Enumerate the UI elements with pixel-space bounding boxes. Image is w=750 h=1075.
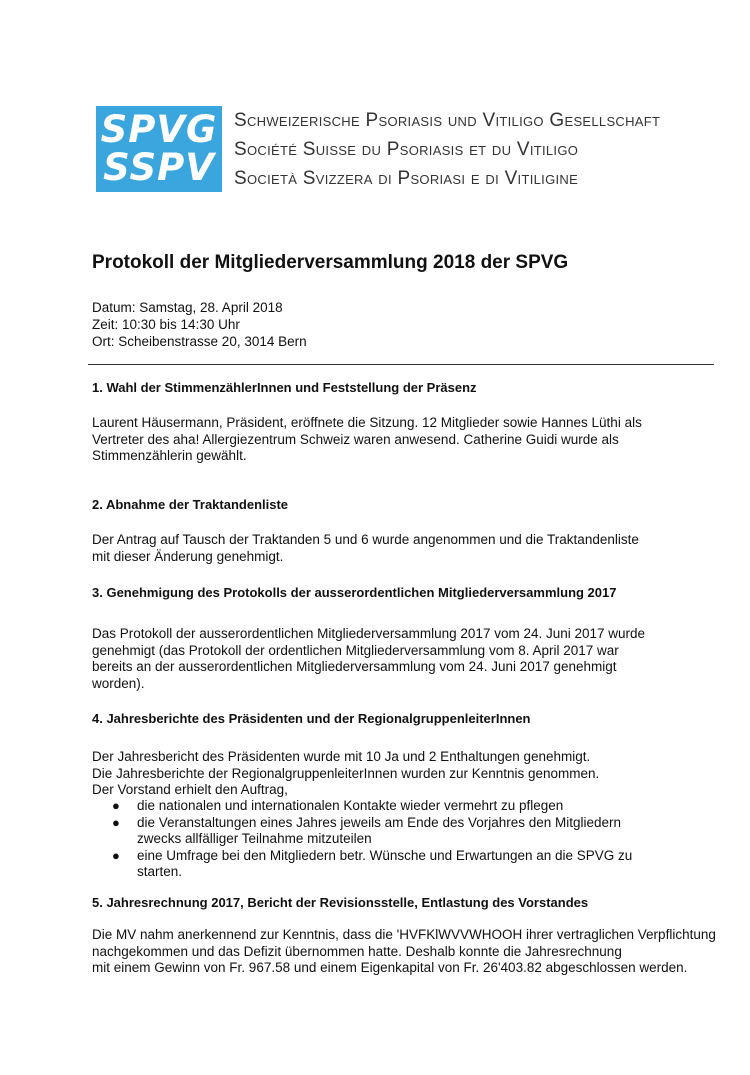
text-line: worden). <box>92 675 145 691</box>
text-line: Der Vorstand erhielt den Auftrag, <box>92 782 288 797</box>
section-5-text <box>92 927 732 977</box>
section-1-text <box>92 415 732 465</box>
section-2-text <box>92 532 732 565</box>
society-name-it: Società Svizzera di Psoriasi e di Vitiligine <box>234 167 579 189</box>
text-line: Stimmenzählerin gewählt. <box>92 448 247 463</box>
text-line: nachgekommen und das Defizit übernommen hatte. Deshalb konnte die Jahresrechnung <box>92 943 622 959</box>
text-line: die Veranstaltungen eines Jahres jeweils am Ende des Vorjahres den Mitgliedern <box>137 814 622 830</box>
section-3-text <box>92 626 732 692</box>
text-line: mit dieser Änderung genehmigt. <box>92 548 284 564</box>
text-line: starten. <box>137 864 183 879</box>
text-line: Die Jahresberichte der RegionalgruppenleiterInnen wurden zur Kenntnis genommen. <box>92 765 600 781</box>
society-name-fr: Société Suisse du Psoriasis et du Vitiligo <box>234 138 579 160</box>
text-line: Laurent Häusermann, Präsident, eröffnete die Sitzung. 12 Mitglieder sowie Hannes Lüthi als <box>92 415 642 430</box>
section-3-title: 3. Genehmigung des Protokolls der ausserordentlichen Mitgliederversammlung 2017 <box>92 585 617 600</box>
meeting-date: Datum: Samstag, 28. April 2018 <box>92 300 283 315</box>
bullet-icon: ● <box>112 814 120 830</box>
text-line: Das Protokoll der ausserordentlichen Mitgliederversammlung 2017 vom 24. Juni 2017 wurde <box>92 626 646 641</box>
document-title: Protokoll der Mitgliederversammlung 2018 der SPVG <box>92 252 569 273</box>
text-line: Vertreter des aha! Allergiezentrum Schweiz waren anwesend. Catherine Guidi wurde als <box>92 431 619 447</box>
section-2-title: 2. Abnahme der Traktandenliste <box>92 497 289 512</box>
text-line: eine Umfrage bei den Mitgliedern betr. Wünsche und Erwartungen an die SPVG zu <box>137 847 633 863</box>
text-line: die nationalen und internationalen Kontakte wieder vermehrt zu pflegen <box>137 798 564 813</box>
section-1-title: 1. Wahl der StimmenzählerInnen und Feststellung der Präsenz <box>92 380 477 395</box>
logo-line-2: SSPV <box>103 146 215 189</box>
text-line: Die MV nahm anerkennend zur Kenntnis, dass die 'HVFKlWVVWHOOH ihrer vertraglichen Verpflichtung <box>92 927 716 942</box>
meeting-time: Zeit: 10:30 bis 14:30 Uhr <box>92 317 240 332</box>
text-line: genehmigt (das Protokoll der ordentlichen Mitgliederversammlung vom 8. April 2017 war <box>92 642 619 658</box>
text-line: bereits an der ausserordentlichen Mitgliederversammlung vom 24. Juni 2017 genehmigt <box>92 659 617 674</box>
bullet-icon: ● <box>112 798 120 813</box>
list-item <box>92 848 712 881</box>
text-line: zwecks allfälliger Teilnahme mitzuteilen <box>137 831 372 846</box>
letterhead <box>96 106 660 192</box>
meeting-place: Ort: Scheibenstrasse 20, 3014 Bern <box>92 334 307 349</box>
section-5-title: 5. Jahresrechnung 2017, Bericht der Revisionsstelle, Entlastung des Vorstandes <box>92 895 589 910</box>
logo-line-1: SPVG <box>100 108 218 151</box>
spvg-logo <box>96 106 222 192</box>
society-name-de: Schweizerische Psoriasis und Vitiligo Gesellschaft <box>234 109 661 131</box>
list-item <box>92 815 712 848</box>
divider <box>88 364 714 365</box>
text-line: Der Jahresbericht des Präsidenten wurde mit 10 Ja und 2 Enthaltungen genehmigt. <box>92 749 591 764</box>
section-4-text <box>92 749 732 799</box>
list-item <box>92 798 712 815</box>
section-4-title: 4. Jahresberichte des Präsidenten und der RegionalgruppenleiterInnen <box>92 711 531 726</box>
society-names <box>234 106 660 193</box>
text-line: Der Antrag auf Tausch der Traktanden 5 und 6 wurde angenommen und die Traktandenliste <box>92 532 639 547</box>
bullet-icon: ● <box>112 847 120 863</box>
meeting-details <box>92 299 307 350</box>
text-line: mit einem Gewinn von Fr. 967.58 und einem Eigenkapital von Fr. 26'403.82 abgeschlossen werden. <box>92 960 688 975</box>
task-list <box>92 798 712 881</box>
